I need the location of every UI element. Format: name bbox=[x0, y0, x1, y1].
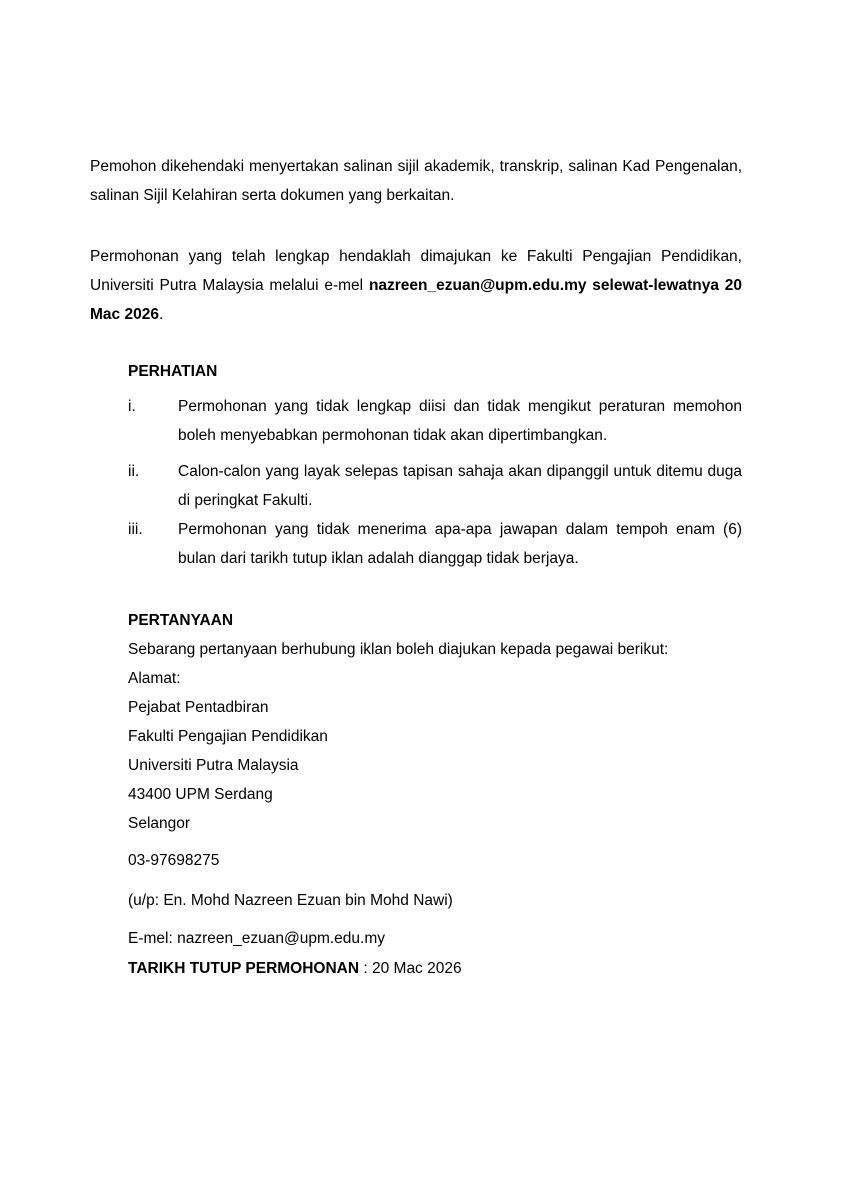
list-item-text: Calon-calon yang layak selepas tapisan sahaja akan dipanggil untuk ditemu duga di peringkat Fakulti. bbox=[178, 463, 742, 509]
perhatian-item-3 bbox=[128, 515, 742, 573]
submission-email-and-deadline: nazreen_ezuan@upm.edu.my selewat-lewatnya 20 Mac 2026 bbox=[90, 277, 742, 323]
address-line-faculty: Fakulti Pengajian Pendidikan bbox=[128, 728, 328, 745]
perhatian-item-1 bbox=[128, 392, 742, 450]
paragraph-requirements: Pemohon dikehendaki menyertakan salinan sijil akademik, transkrip, salinan Kad Pengenalan, salinan Sijil Kelahiran serta dokumen yang berkaitan. bbox=[90, 158, 742, 204]
address-label: Alamat: bbox=[128, 670, 181, 687]
address-line-postcode: 43400 UPM Serdang bbox=[128, 786, 273, 803]
attention-officer: (u/p: En. Mohd Nazreen Ezuan bin Mohd Nawi) bbox=[128, 892, 453, 909]
address-line-university: Universiti Putra Malaysia bbox=[128, 757, 299, 774]
closing-date-value: : 20 Mac 2026 bbox=[359, 960, 462, 977]
perhatian-heading: PERHATIAN bbox=[128, 363, 218, 380]
pertanyaan-intro: Sebarang pertanyaan berhubung iklan boleh diajukan kepada pegawai berikut: bbox=[128, 641, 669, 658]
email-address: nazreen_ezuan@upm.edu.my bbox=[177, 930, 385, 947]
list-item-text: Permohonan yang tidak lengkap diisi dan tidak mengikut peraturan memohon boleh menyebabkan permohonan tidak akan dipertimbangkan. bbox=[178, 398, 742, 444]
closing-date-label: TARIKH TUTUP PERMOHONAN bbox=[128, 960, 360, 977]
document-content bbox=[90, 152, 742, 983]
section-pertanyaan bbox=[128, 606, 742, 983]
perhatian-list bbox=[128, 392, 742, 573]
submission-text: Permohonan yang telah lengkap hendaklah dimajukan ke Fakulti Pengajian Pendidikan, Universiti Putra Malaysia melalui e-mel bbox=[90, 248, 742, 294]
pertanyaan-heading: PERTANYAAN bbox=[128, 612, 234, 629]
paragraph-submission bbox=[90, 242, 742, 329]
address-line-state: Selangor bbox=[128, 815, 191, 832]
address-line-office: Pejabat Pentadbiran bbox=[128, 699, 269, 716]
email-label: E-mel: bbox=[128, 930, 173, 947]
list-number: iii. bbox=[128, 521, 143, 538]
phone-number: 03-97698275 bbox=[128, 852, 220, 869]
perhatian-item-2 bbox=[128, 457, 742, 515]
section-perhatian bbox=[128, 357, 742, 573]
list-item-text: Permohonan yang tidak menerima apa-apa jawapan dalam tempoh enam (6) bulan dari tarikh tutup iklan adalah dianggap tidak berjaya. bbox=[178, 521, 742, 567]
closing-date-line bbox=[128, 954, 742, 983]
submission-period: . bbox=[158, 306, 164, 323]
list-number: ii. bbox=[128, 463, 140, 480]
email-line bbox=[128, 924, 742, 953]
list-number: i. bbox=[128, 398, 136, 415]
